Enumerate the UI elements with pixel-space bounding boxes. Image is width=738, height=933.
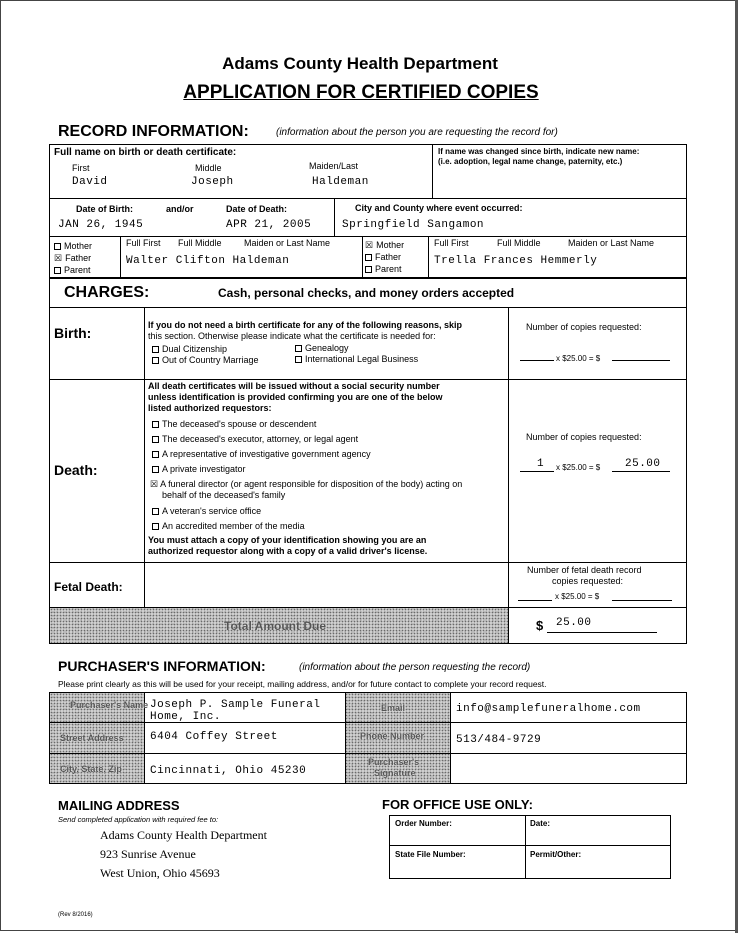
checkbox-icon [152,421,159,428]
death-option-media[interactable]: An accredited member of the media [152,521,305,531]
order-number-label: Order Number: [395,819,452,828]
death-option-veteran[interactable]: A veteran's service office [152,506,261,516]
death-amount-field[interactable] [612,471,670,472]
mailing-line2: 923 Sunrise Avenue [100,847,196,861]
mailing-line3: West Union, Ohio 45693 [100,866,220,880]
right-full-first-label: Full First [434,238,469,248]
death-attach-note-line2: authorized requestor along with a copy of a valid driver's license. [148,546,428,556]
left-parent-mother-option[interactable]: Mother [54,241,92,251]
mailing-line1: Adams County Health Department [100,828,267,842]
office-use-heading: FOR OFFICE USE ONLY: [382,797,533,812]
fetal-copies-label-line1: Number of fetal death record [527,565,642,575]
right-parent-father-option[interactable]: Father [365,252,401,262]
birth-amount-field[interactable] [612,360,670,361]
birth-label: Birth: [54,325,92,341]
signature-label-line1: Purchaser's [368,757,420,767]
office-date-label: Date: [530,819,551,828]
street-address-field[interactable]: 6404 Coffey Street [150,731,278,743]
name-change-example: (i.e. adoption, legal name change, paternity, etc.) [438,157,623,166]
birth-option-genealogy[interactable]: Genealogy [295,343,349,353]
birth-option-marriage[interactable]: Out of Country Marriage [152,355,259,365]
last-name-field[interactable]: Haldeman [312,176,369,188]
checkbox-icon [54,267,61,274]
checkbox-icon [295,356,302,363]
birth-price-text: x $25.00 = $ [556,354,601,363]
purchaser-name-label: Purchaser's Name [70,700,149,710]
state-file-number-label: State File Number: [395,850,466,859]
signature-label-line2: Signature [374,768,416,778]
death-option-investigator[interactable]: A private investigator [152,464,246,474]
total-amount-field[interactable] [547,632,657,633]
death-label: Death: [54,462,98,478]
purchaser-subheading: (information about the person requesting the record) [299,662,531,673]
purchaser-heading: PURCHASER'S INFORMATION: [58,658,266,674]
name-change-note: If name was changed since birth, indicate new name: [438,147,640,156]
death-intro-line1: All death certificates will be issued without a social security number [148,381,440,391]
birth-copies-label: Number of copies requested: [526,322,642,332]
email-label: Email [381,703,406,713]
checkbox-icon [152,508,159,515]
revision-note: (Rev 8/2016) [58,912,93,918]
middle-label: Middle [195,163,222,173]
mailing-heading: MAILING ADDRESS [58,798,180,813]
death-amount-value: 25.00 [625,458,661,470]
email-field[interactable]: info@samplefuneralhome.com [456,703,641,715]
record-info-heading: RECORD INFORMATION: [58,123,249,140]
fetal-price-text: x $25.00 = $ [555,592,600,601]
middle-name-field[interactable]: Joseph [191,176,234,188]
right-parent-name-field[interactable]: Trella Frances Hemmerly [434,255,598,267]
purchaser-name-line1[interactable]: Joseph P. Sample Funeral [150,699,321,711]
mailing-note: Send completed application with required fee to: [58,815,219,824]
checkbox-icon [152,451,159,458]
death-intro-line2: unless identification is provided confirming you are one of the below [148,392,443,402]
checkbox-icon [152,523,159,530]
fetal-death-label: Fetal Death: [54,580,123,594]
death-option-funeral-director[interactable]: ☒ A funeral director (or agent responsible for disposition of the body) acting on [150,479,463,489]
checkbox-icon [54,243,61,250]
phone-number-label: Phone Number [360,731,425,741]
dod-label: Date of Death: [226,204,288,214]
signature-field[interactable] [452,755,684,782]
checked-x-icon: ☒ [54,253,63,263]
birth-option-dual-citizenship[interactable]: Dual Citizenship [152,344,227,354]
checkbox-icon [365,266,372,273]
fullname-label: Full name on birth or death certificate: [54,147,237,158]
checkbox-icon [295,345,302,352]
dob-field[interactable]: JAN 26, 1945 [58,219,144,231]
street-address-label: Street Address [60,733,124,743]
death-option-spouse[interactable]: The deceased's spouse or descendent [152,419,316,429]
birth-copies-field[interactable] [520,360,554,361]
checkbox-icon [365,254,372,261]
charges-heading: CHARGES: [64,284,150,301]
checked-x-icon: ☒ [365,240,374,250]
death-option-funeral-director-cont: behalf of the deceased's family [162,490,286,500]
death-option-executor[interactable]: The deceased's executor, attorney, or legal agent [152,434,358,444]
checked-x-icon: ☒ [150,479,159,489]
death-price-text: x $25.00 = $ [556,463,601,472]
purchaser-note: Please print clearly as this will be used for your receipt, mailing address, and/or for future contact to complete your record request. [58,679,547,689]
city-state-zip-field[interactable]: Cincinnati, Ohio 45230 [150,765,307,777]
birth-option-business[interactable]: International Legal Business [295,354,418,364]
phone-number-field[interactable]: 513/484-9729 [456,734,542,746]
right-parent-parent-option[interactable]: Parent [365,264,402,274]
department-name: Adams County Health Department [222,54,498,73]
total-dollar-sign: $ [536,618,544,633]
birth-intro-line2: this section. Otherwise please indicate what the certificate is needed for: [148,331,436,341]
death-copies-field[interactable] [520,471,554,472]
total-amount-label: Total Amount Due [224,619,326,633]
death-attach-note-line1: You must attach a copy of your identification showing you are an [148,535,427,545]
dob-label: Date of Birth: [76,204,133,214]
death-intro-line3: listed authorized requestors: [148,403,272,413]
checkbox-icon [152,357,159,364]
city-state-zip-label: City, State, Zip [60,764,122,774]
fetal-copies-field[interactable] [518,600,552,601]
birth-intro-line1: If you do not need a birth certificate for any of the following reasons, skip [148,320,463,330]
left-parent-parent-option[interactable]: Parent [54,265,91,275]
city-county-label: City and County where event occurred: [355,203,523,213]
payment-note: Cash, personal checks, and money orders accepted [218,286,515,300]
checkbox-icon [152,436,159,443]
form-title: APPLICATION FOR CERTIFIED COPIES [183,82,539,103]
dod-field[interactable]: APR 21, 2005 [226,219,312,231]
checkbox-icon [152,346,159,353]
left-parent-name-field[interactable]: Walter Clifton Haldeman [126,255,290,267]
left-parent-father-option[interactable]: ☒ Father [54,253,92,263]
left-full-first-label: Full First [126,238,161,248]
permit-other-label: Permit/Other: [530,850,582,859]
fetal-copies-label-line2: copies requested: [552,576,624,586]
fetal-amount-field[interactable] [612,600,672,601]
right-full-middle-label: Full Middle [497,238,541,248]
left-maiden-last-label: Maiden or Last Name [244,238,331,248]
first-label: First [72,163,90,173]
death-copies-value: 1 [537,458,545,470]
total-amount-value: 25.00 [556,617,592,629]
left-full-middle-label: Full Middle [178,238,222,248]
maiden-label: Maiden/Last [309,161,359,171]
death-option-government[interactable]: A representative of investigative government agency [152,449,371,459]
right-maiden-last-label: Maiden or Last Name [568,238,655,248]
record-info-subheading: (information about the person you are requesting the record for) [276,127,558,138]
death-copies-label: Number of copies requested: [526,432,642,442]
right-parent-mother-option[interactable]: ☒ Mother [365,240,405,250]
first-name-field[interactable]: David [72,176,108,188]
city-county-field[interactable]: Springfield Sangamon [342,219,485,231]
checkbox-icon [152,466,159,473]
andor-label: and/or [166,204,194,214]
purchaser-name-line2[interactable]: Home, Inc. [150,711,222,723]
